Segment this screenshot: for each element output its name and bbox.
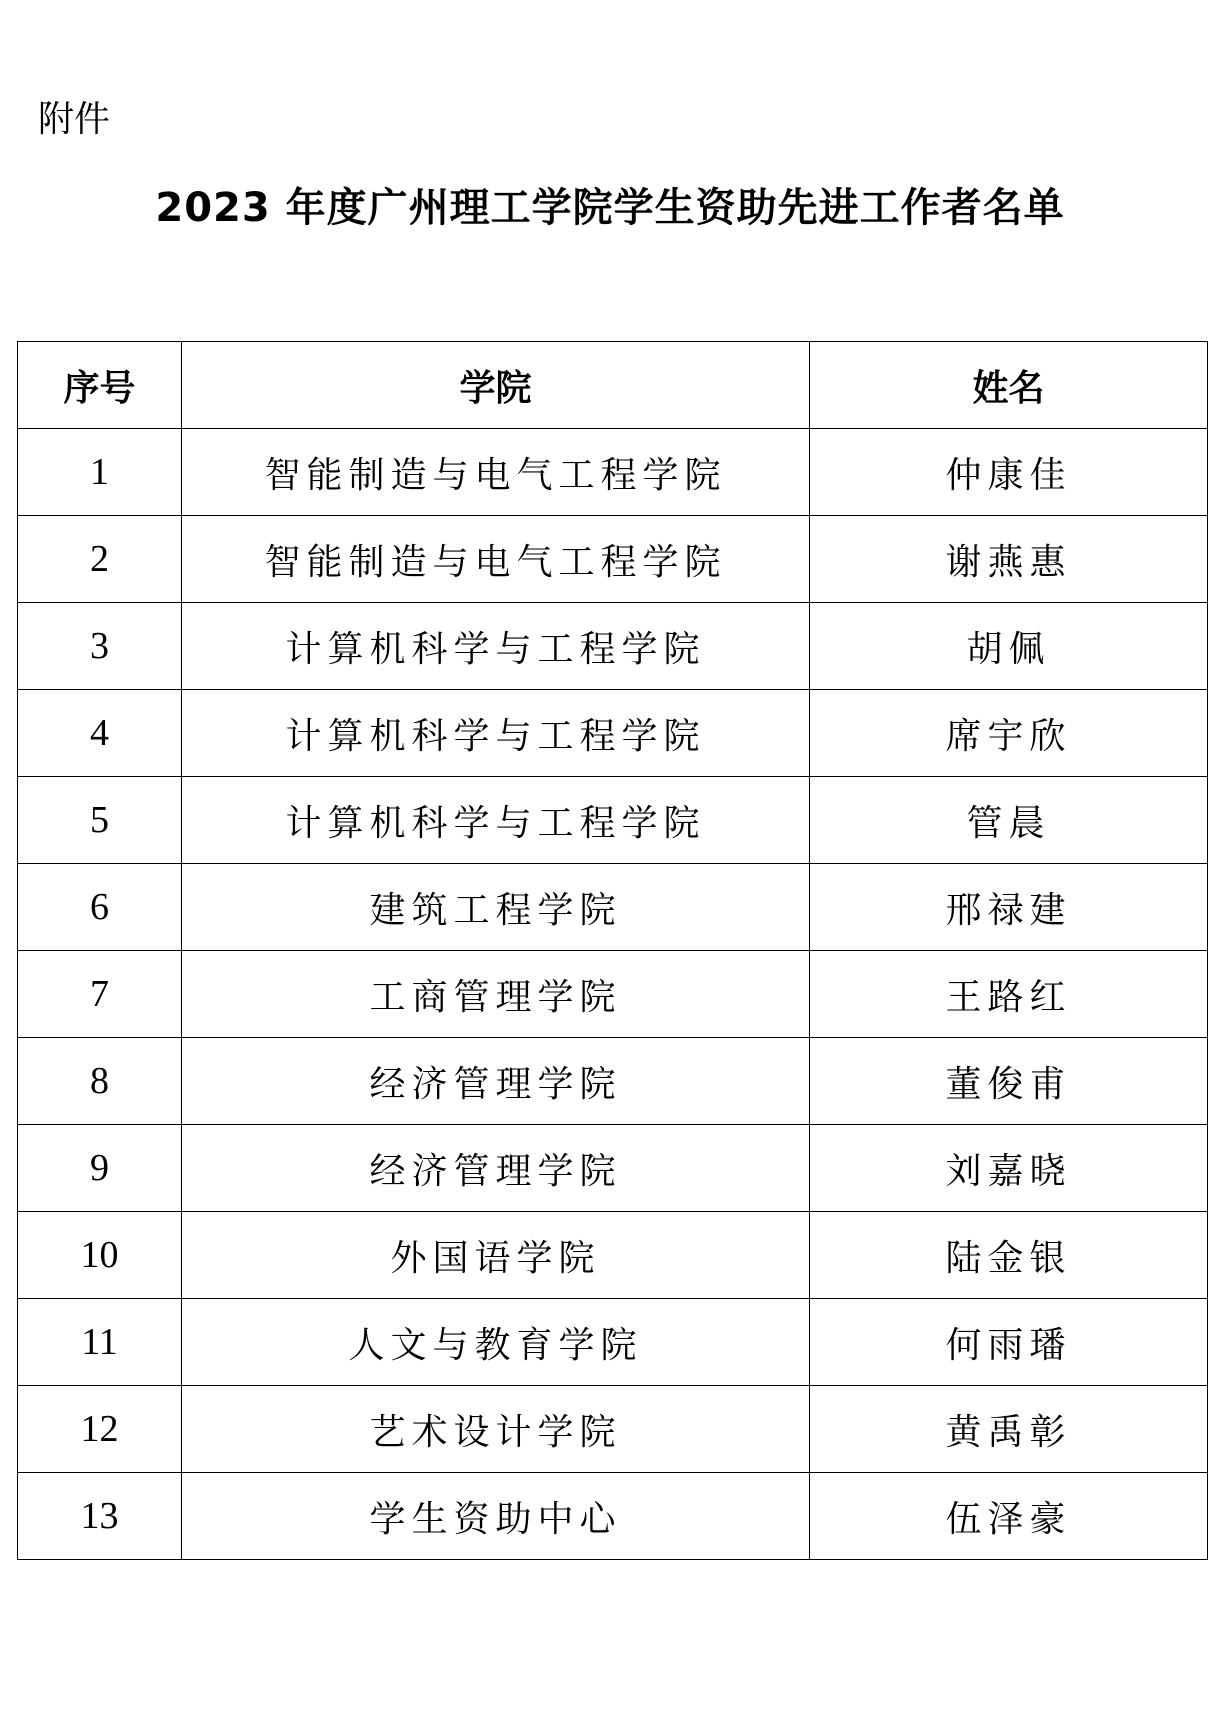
seq-cell: 9 <box>18 1125 182 1212</box>
seq-cell: 8 <box>18 1038 182 1125</box>
seq-cell: 6 <box>18 864 182 951</box>
document-title: 2023 年度广州理工学院学生资助先进工作者名单 <box>155 185 1065 231</box>
name-cell: 黄禹彰 <box>810 1386 1208 1473</box>
table-row <box>18 516 1208 603</box>
awardee-table <box>17 341 1208 1560</box>
table-row <box>18 603 1208 690</box>
seq-cell: 12 <box>18 1386 182 1473</box>
table-header-row <box>18 342 1208 429</box>
seq-cell: 10 <box>18 1212 182 1299</box>
column-header-college: 学院 <box>182 342 810 429</box>
table-row <box>18 777 1208 864</box>
name-cell: 陆金银 <box>810 1212 1208 1299</box>
name-cell: 王路红 <box>810 951 1208 1038</box>
name-cell: 谢燕惠 <box>810 516 1208 603</box>
table-row <box>18 1299 1208 1386</box>
seq-cell: 1 <box>18 429 182 516</box>
seq-cell: 11 <box>18 1299 182 1386</box>
college-cell: 智能制造与电气工程学院 <box>182 429 810 516</box>
seq-cell: 5 <box>18 777 182 864</box>
table-row <box>18 1038 1208 1125</box>
table-row <box>18 1212 1208 1299</box>
college-cell: 工商管理学院 <box>182 951 810 1038</box>
table-row <box>18 1386 1208 1473</box>
table-row <box>18 690 1208 777</box>
name-cell: 胡佩 <box>810 603 1208 690</box>
table-row <box>18 1473 1208 1560</box>
name-cell: 仲康佳 <box>810 429 1208 516</box>
college-cell: 经济管理学院 <box>182 1038 810 1125</box>
name-cell: 邢禄建 <box>810 864 1208 951</box>
name-cell: 刘嘉晓 <box>810 1125 1208 1212</box>
college-cell: 经济管理学院 <box>182 1125 810 1212</box>
college-cell: 建筑工程学院 <box>182 864 810 951</box>
table-row <box>18 1125 1208 1212</box>
college-cell: 人文与教育学院 <box>182 1299 810 1386</box>
college-cell: 智能制造与电气工程学院 <box>182 516 810 603</box>
column-header-seq: 序号 <box>18 342 182 429</box>
table-row <box>18 864 1208 951</box>
college-cell: 艺术设计学院 <box>182 1386 810 1473</box>
name-cell: 董俊甫 <box>810 1038 1208 1125</box>
college-cell: 计算机科学与工程学院 <box>182 603 810 690</box>
table-row <box>18 951 1208 1038</box>
college-cell: 学生资助中心 <box>182 1473 810 1560</box>
name-cell: 席宇欣 <box>810 690 1208 777</box>
name-cell: 伍泽豪 <box>810 1473 1208 1560</box>
college-cell: 计算机科学与工程学院 <box>182 690 810 777</box>
name-cell: 管晨 <box>810 777 1208 864</box>
college-cell: 计算机科学与工程学院 <box>182 777 810 864</box>
seq-cell: 4 <box>18 690 182 777</box>
seq-cell: 13 <box>18 1473 182 1560</box>
column-header-name: 姓名 <box>810 342 1208 429</box>
name-cell: 何雨璠 <box>810 1299 1208 1386</box>
table-row <box>18 429 1208 516</box>
seq-cell: 2 <box>18 516 182 603</box>
college-cell: 外国语学院 <box>182 1212 810 1299</box>
seq-cell: 3 <box>18 603 182 690</box>
attachment-label: 附件 <box>38 99 111 140</box>
seq-cell: 7 <box>18 951 182 1038</box>
